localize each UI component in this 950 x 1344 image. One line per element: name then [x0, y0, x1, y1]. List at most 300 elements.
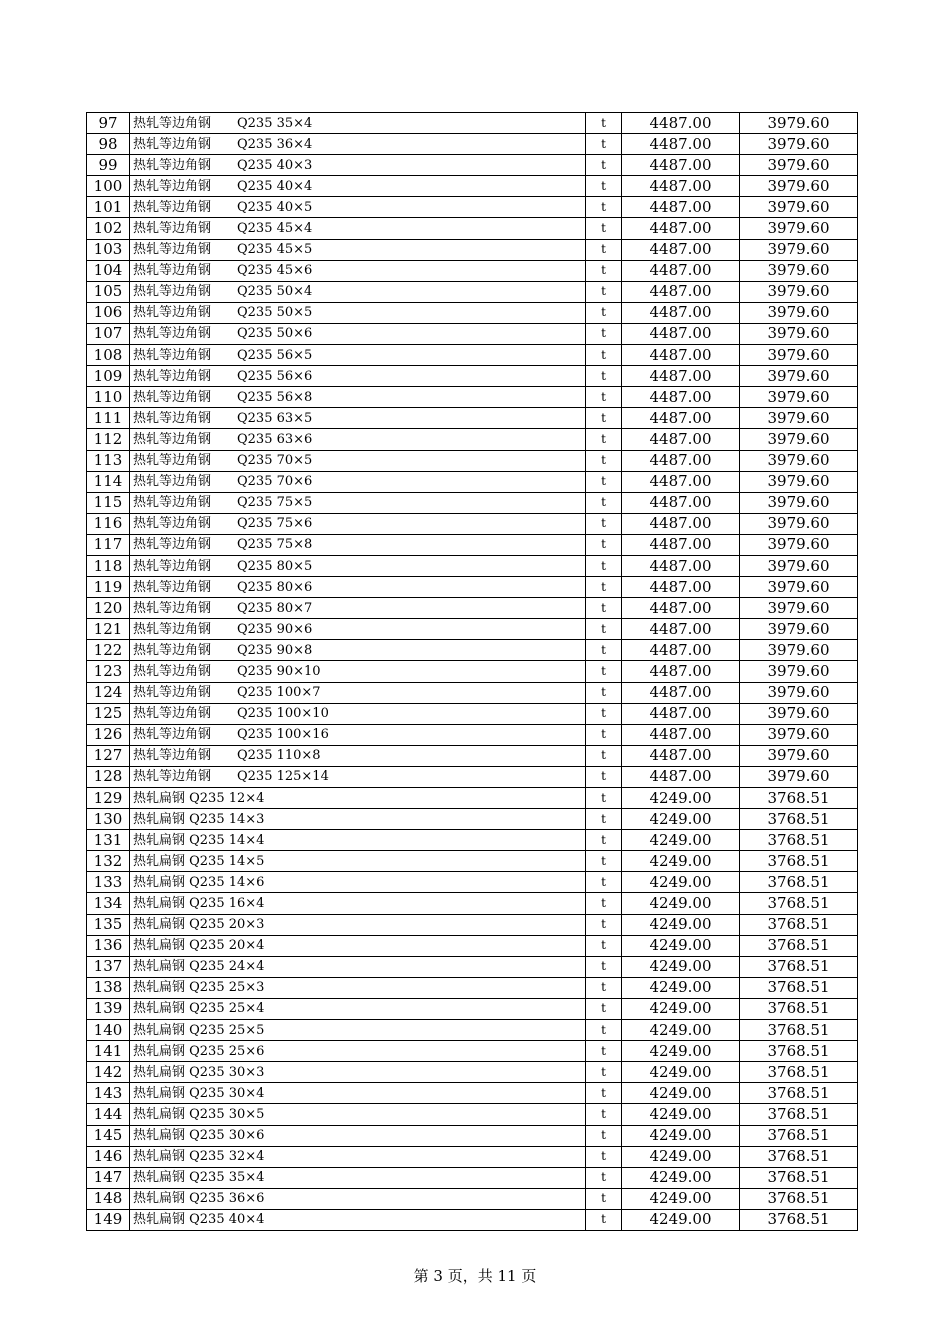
table-row	[87, 851, 858, 872]
unit-cell: t	[586, 323, 622, 344]
price-excl-tax-cell: 3979.60	[740, 450, 858, 471]
price-excl-tax-cell: 3768.51	[740, 809, 858, 830]
row-number: 108	[87, 345, 130, 366]
material-name: 热轧扁钢 Q235 25×4	[130, 998, 586, 1019]
price-cell: 4487.00	[622, 640, 740, 661]
price-cell: 4487.00	[622, 218, 740, 239]
table-row	[87, 387, 858, 408]
price-excl-tax-cell: 3768.51	[740, 977, 858, 998]
unit-cell: t	[586, 935, 622, 956]
price-cell: 4249.00	[622, 872, 740, 893]
row-number: 126	[87, 724, 130, 745]
material-name: 热轧等边角钢 Q235 56×8	[130, 387, 586, 408]
price-excl-tax-cell: 3979.60	[740, 134, 858, 155]
table-row	[87, 1209, 858, 1230]
table-row	[87, 914, 858, 935]
material-name: 热轧扁钢 Q235 36×6	[130, 1188, 586, 1209]
price-cell: 4249.00	[622, 809, 740, 830]
unit-cell: t	[586, 1209, 622, 1230]
table-row	[87, 1125, 858, 1146]
row-number: 145	[87, 1125, 130, 1146]
unit-cell: t	[586, 534, 622, 555]
material-name: 热轧等边角钢 Q235 90×10	[130, 661, 586, 682]
row-number: 147	[87, 1167, 130, 1188]
table-row	[87, 176, 858, 197]
row-number: 137	[87, 956, 130, 977]
price-excl-tax-cell: 3768.51	[740, 914, 858, 935]
price-excl-tax-cell: 3768.51	[740, 872, 858, 893]
price-excl-tax-cell: 3979.60	[740, 345, 858, 366]
unit-cell: t	[586, 302, 622, 323]
unit-cell: t	[586, 450, 622, 471]
unit-cell: t	[586, 1062, 622, 1083]
price-cell: 4487.00	[622, 555, 740, 576]
row-number: 122	[87, 640, 130, 661]
table-row	[87, 302, 858, 323]
material-name: 热轧等边角钢 Q235 45×5	[130, 239, 586, 260]
table-row	[87, 218, 858, 239]
table-row	[87, 1146, 858, 1167]
price-excl-tax-cell: 3768.51	[740, 956, 858, 977]
row-number: 113	[87, 450, 130, 471]
price-cell: 4249.00	[622, 935, 740, 956]
row-number: 119	[87, 577, 130, 598]
unit-cell: t	[586, 619, 622, 640]
price-cell: 4487.00	[622, 661, 740, 682]
unit-cell: t	[586, 471, 622, 492]
row-number: 143	[87, 1083, 130, 1104]
table-row	[87, 809, 858, 830]
price-cell: 4487.00	[622, 134, 740, 155]
table-row	[87, 619, 858, 640]
row-number: 106	[87, 302, 130, 323]
table-row	[87, 1167, 858, 1188]
price-cell: 4249.00	[622, 893, 740, 914]
material-name: 热轧等边角钢 Q235 50×4	[130, 281, 586, 302]
unit-cell: t	[586, 408, 622, 429]
price-excl-tax-cell: 3979.60	[740, 555, 858, 576]
table-row	[87, 788, 858, 809]
material-name: 热轧等边角钢 Q235 45×4	[130, 218, 586, 239]
unit-cell: t	[586, 1167, 622, 1188]
price-cell: 4249.00	[622, 1083, 740, 1104]
material-name: 热轧扁钢 Q235 32×4	[130, 1146, 586, 1167]
unit-cell: t	[586, 134, 622, 155]
table-row	[87, 281, 858, 302]
material-name: 热轧扁钢 Q235 20×3	[130, 914, 586, 935]
material-name: 热轧扁钢 Q235 20×4	[130, 935, 586, 956]
price-cell: 4487.00	[622, 302, 740, 323]
price-excl-tax-cell: 3768.51	[740, 1188, 858, 1209]
price-cell: 4249.00	[622, 1104, 740, 1125]
material-name: 热轧等边角钢 Q235 45×6	[130, 260, 586, 281]
material-name: 热轧等边角钢 Q235 56×5	[130, 345, 586, 366]
price-excl-tax-cell: 3979.60	[740, 682, 858, 703]
table-row	[87, 366, 858, 387]
table-row	[87, 113, 858, 134]
row-number: 116	[87, 513, 130, 534]
row-number: 133	[87, 872, 130, 893]
material-name: 热轧扁钢 Q235 40×4	[130, 1209, 586, 1230]
table-row	[87, 323, 858, 344]
table-row	[87, 513, 858, 534]
price-excl-tax-cell: 3768.51	[740, 1209, 858, 1230]
price-cell: 4249.00	[622, 1041, 740, 1062]
material-name: 热轧等边角钢 Q235 90×6	[130, 619, 586, 640]
price-excl-tax-cell: 3979.60	[740, 323, 858, 344]
price-excl-tax-cell: 3979.60	[740, 534, 858, 555]
unit-cell: t	[586, 1146, 622, 1167]
price-excl-tax-cell: 3979.60	[740, 387, 858, 408]
table-row	[87, 1188, 858, 1209]
material-name: 热轧等边角钢 Q235 50×5	[130, 302, 586, 323]
row-number: 115	[87, 492, 130, 513]
unit-cell: t	[586, 661, 622, 682]
unit-cell: t	[586, 1188, 622, 1209]
row-number: 124	[87, 682, 130, 703]
price-excl-tax-cell: 3979.60	[740, 513, 858, 534]
price-excl-tax-cell: 3979.60	[740, 281, 858, 302]
price-cell: 4249.00	[622, 977, 740, 998]
price-excl-tax-cell: 3768.51	[740, 1041, 858, 1062]
price-excl-tax-cell: 3768.51	[740, 998, 858, 1019]
price-cell: 4487.00	[622, 366, 740, 387]
price-cell: 4487.00	[622, 429, 740, 450]
price-excl-tax-cell: 3979.60	[740, 113, 858, 134]
material-name: 热轧等边角钢 Q235 125×14	[130, 766, 586, 787]
price-excl-tax-cell: 3979.60	[740, 724, 858, 745]
unit-cell: t	[586, 872, 622, 893]
price-cell: 4249.00	[622, 1188, 740, 1209]
unit-cell: t	[586, 788, 622, 809]
material-name: 热轧等边角钢 Q235 35×4	[130, 113, 586, 134]
row-number: 130	[87, 809, 130, 830]
unit-cell: t	[586, 703, 622, 724]
price-cell: 4487.00	[622, 703, 740, 724]
row-number: 125	[87, 703, 130, 724]
unit-cell: t	[586, 1104, 622, 1125]
table-row	[87, 872, 858, 893]
table-row	[87, 977, 858, 998]
row-number: 135	[87, 914, 130, 935]
price-excl-tax-cell: 3979.60	[740, 619, 858, 640]
material-name: 热轧等边角钢 Q235 110×8	[130, 745, 586, 766]
price-excl-tax-cell: 3979.60	[740, 197, 858, 218]
material-name: 热轧等边角钢 Q235 40×5	[130, 197, 586, 218]
unit-cell: t	[586, 429, 622, 450]
price-cell: 4487.00	[622, 724, 740, 745]
table-row	[87, 1020, 858, 1041]
row-number: 127	[87, 745, 130, 766]
price-cell: 4487.00	[622, 682, 740, 703]
unit-cell: t	[586, 745, 622, 766]
price-excl-tax-cell: 3979.60	[740, 703, 858, 724]
material-name: 热轧扁钢 Q235 25×3	[130, 977, 586, 998]
row-number: 144	[87, 1104, 130, 1125]
table-row	[87, 661, 858, 682]
row-number: 134	[87, 893, 130, 914]
row-number: 140	[87, 1020, 130, 1041]
price-excl-tax-cell: 3768.51	[740, 851, 858, 872]
price-excl-tax-cell: 3768.51	[740, 1083, 858, 1104]
unit-cell: t	[586, 766, 622, 787]
price-excl-tax-cell: 3979.60	[740, 640, 858, 661]
price-excl-tax-cell: 3979.60	[740, 302, 858, 323]
price-cell: 4487.00	[622, 323, 740, 344]
unit-cell: t	[586, 914, 622, 935]
price-cell: 4249.00	[622, 851, 740, 872]
table-row	[87, 155, 858, 176]
material-name: 热轧扁钢 Q235 24×4	[130, 956, 586, 977]
price-excl-tax-cell: 3979.60	[740, 577, 858, 598]
price-cell: 4487.00	[622, 176, 740, 197]
unit-cell: t	[586, 682, 622, 703]
price-cell: 4487.00	[622, 577, 740, 598]
row-number: 98	[87, 134, 130, 155]
row-number: 149	[87, 1209, 130, 1230]
table-row	[87, 830, 858, 851]
table-row	[87, 1083, 858, 1104]
row-number: 141	[87, 1041, 130, 1062]
row-number: 114	[87, 471, 130, 492]
material-name: 热轧等边角钢 Q235 80×7	[130, 598, 586, 619]
row-number: 138	[87, 977, 130, 998]
price-cell: 4487.00	[622, 408, 740, 429]
table-row	[87, 577, 858, 598]
material-name: 热轧等边角钢 Q235 100×7	[130, 682, 586, 703]
material-name: 热轧等边角钢 Q235 63×5	[130, 408, 586, 429]
table-row	[87, 408, 858, 429]
price-excl-tax-cell: 3768.51	[740, 1020, 858, 1041]
row-number: 103	[87, 239, 130, 260]
material-name: 热轧等边角钢 Q235 36×4	[130, 134, 586, 155]
table-row	[87, 492, 858, 513]
price-excl-tax-cell: 3979.60	[740, 745, 858, 766]
material-name: 热轧扁钢 Q235 35×4	[130, 1167, 586, 1188]
table-row	[87, 471, 858, 492]
row-number: 121	[87, 619, 130, 640]
price-excl-tax-cell: 3768.51	[740, 1167, 858, 1188]
price-cell: 4249.00	[622, 1062, 740, 1083]
row-number: 112	[87, 429, 130, 450]
material-name: 热轧扁钢 Q235 14×5	[130, 851, 586, 872]
price-excl-tax-cell: 3979.60	[740, 260, 858, 281]
table-row	[87, 893, 858, 914]
price-cell: 4249.00	[622, 1020, 740, 1041]
material-name: 热轧等边角钢 Q235 70×6	[130, 471, 586, 492]
price-cell: 4487.00	[622, 598, 740, 619]
price-cell: 4487.00	[622, 113, 740, 134]
table-row	[87, 239, 858, 260]
price-excl-tax-cell: 3768.51	[740, 1062, 858, 1083]
price-cell: 4487.00	[622, 260, 740, 281]
row-number: 136	[87, 935, 130, 956]
row-number: 132	[87, 851, 130, 872]
row-number: 123	[87, 661, 130, 682]
price-excl-tax-cell: 3979.60	[740, 429, 858, 450]
price-cell: 4249.00	[622, 1167, 740, 1188]
price-cell: 4487.00	[622, 345, 740, 366]
price-excl-tax-cell: 3768.51	[740, 788, 858, 809]
price-excl-tax-cell: 3768.51	[740, 893, 858, 914]
price-excl-tax-cell: 3979.60	[740, 218, 858, 239]
unit-cell: t	[586, 1083, 622, 1104]
table-row	[87, 534, 858, 555]
row-number: 99	[87, 155, 130, 176]
table-row	[87, 724, 858, 745]
table-row	[87, 1104, 858, 1125]
material-name: 热轧扁钢 Q235 14×3	[130, 809, 586, 830]
unit-cell: t	[586, 1125, 622, 1146]
unit-cell: t	[586, 893, 622, 914]
table-row	[87, 1062, 858, 1083]
page-footer: 第 3 页，共 11 页	[413, 1267, 537, 1285]
price-excl-tax-cell: 3979.60	[740, 366, 858, 387]
price-excl-tax-cell: 3768.51	[740, 935, 858, 956]
material-name: 热轧等边角钢 Q235 80×6	[130, 577, 586, 598]
table-row	[87, 260, 858, 281]
unit-cell: t	[586, 281, 622, 302]
price-excl-tax-cell: 3768.51	[740, 1146, 858, 1167]
price-cell: 4249.00	[622, 914, 740, 935]
price-cell: 4487.00	[622, 281, 740, 302]
material-name: 热轧扁钢 Q235 30×6	[130, 1125, 586, 1146]
unit-cell: t	[586, 113, 622, 134]
price-table	[86, 112, 858, 1231]
row-number: 101	[87, 197, 130, 218]
price-cell: 4487.00	[622, 239, 740, 260]
price-cell: 4487.00	[622, 155, 740, 176]
price-cell: 4487.00	[622, 619, 740, 640]
price-excl-tax-cell: 3768.51	[740, 1125, 858, 1146]
price-cell: 4487.00	[622, 513, 740, 534]
material-name: 热轧等边角钢 Q235 56×6	[130, 366, 586, 387]
material-name: 热轧等边角钢 Q235 70×5	[130, 450, 586, 471]
table-row	[87, 450, 858, 471]
table-row	[87, 345, 858, 366]
unit-cell: t	[586, 640, 622, 661]
price-excl-tax-cell: 3768.51	[740, 830, 858, 851]
table-row	[87, 429, 858, 450]
material-name: 热轧等边角钢 Q235 40×3	[130, 155, 586, 176]
table-row	[87, 703, 858, 724]
unit-cell: t	[586, 998, 622, 1019]
price-excl-tax-cell: 3979.60	[740, 155, 858, 176]
material-name: 热轧扁钢 Q235 30×4	[130, 1083, 586, 1104]
price-excl-tax-cell: 3979.60	[740, 239, 858, 260]
unit-cell: t	[586, 1020, 622, 1041]
unit-cell: t	[586, 555, 622, 576]
unit-cell: t	[586, 809, 622, 830]
unit-cell: t	[586, 218, 622, 239]
material-name: 热轧等边角钢 Q235 90×8	[130, 640, 586, 661]
unit-cell: t	[586, 492, 622, 513]
price-excl-tax-cell: 3979.60	[740, 176, 858, 197]
row-number: 128	[87, 766, 130, 787]
price-excl-tax-cell: 3979.60	[740, 766, 858, 787]
unit-cell: t	[586, 577, 622, 598]
material-name: 热轧等边角钢 Q235 75×8	[130, 534, 586, 555]
price-excl-tax-cell: 3979.60	[740, 471, 858, 492]
price-cell: 4487.00	[622, 450, 740, 471]
row-number: 148	[87, 1188, 130, 1209]
material-name: 热轧等边角钢 Q235 50×6	[130, 323, 586, 344]
price-cell: 4487.00	[622, 766, 740, 787]
price-cell: 4487.00	[622, 745, 740, 766]
material-name: 热轧扁钢 Q235 30×5	[130, 1104, 586, 1125]
unit-cell: t	[586, 830, 622, 851]
unit-cell: t	[586, 1041, 622, 1062]
material-name: 热轧等边角钢 Q235 100×10	[130, 703, 586, 724]
table-row	[87, 197, 858, 218]
row-number: 104	[87, 260, 130, 281]
material-name: 热轧等边角钢 Q235 75×6	[130, 513, 586, 534]
table-row	[87, 682, 858, 703]
table-row	[87, 766, 858, 787]
unit-cell: t	[586, 155, 622, 176]
row-number: 102	[87, 218, 130, 239]
table-row	[87, 745, 858, 766]
row-number: 118	[87, 555, 130, 576]
price-cell: 4249.00	[622, 788, 740, 809]
table-row	[87, 555, 858, 576]
price-excl-tax-cell: 3979.60	[740, 598, 858, 619]
unit-cell: t	[586, 260, 622, 281]
table-row	[87, 935, 858, 956]
unit-cell: t	[586, 239, 622, 260]
material-name: 热轧扁钢 Q235 16×4	[130, 893, 586, 914]
material-name: 热轧等边角钢 Q235 75×5	[130, 492, 586, 513]
unit-cell: t	[586, 956, 622, 977]
material-name: 热轧扁钢 Q235 12×4	[130, 788, 586, 809]
row-number: 139	[87, 998, 130, 1019]
price-excl-tax-cell: 3979.60	[740, 492, 858, 513]
material-name: 热轧扁钢 Q235 25×6	[130, 1041, 586, 1062]
row-number: 142	[87, 1062, 130, 1083]
row-number: 120	[87, 598, 130, 619]
material-name: 热轧扁钢 Q235 25×5	[130, 1020, 586, 1041]
unit-cell: t	[586, 724, 622, 745]
table-row	[87, 1041, 858, 1062]
price-excl-tax-cell: 3979.60	[740, 408, 858, 429]
unit-cell: t	[586, 851, 622, 872]
price-cell: 4249.00	[622, 830, 740, 851]
price-cell: 4249.00	[622, 1209, 740, 1230]
price-cell: 4487.00	[622, 492, 740, 513]
price-cell: 4487.00	[622, 197, 740, 218]
row-number: 110	[87, 387, 130, 408]
price-excl-tax-cell: 3768.51	[740, 1104, 858, 1125]
row-number: 107	[87, 323, 130, 344]
row-number: 131	[87, 830, 130, 851]
table-row	[87, 956, 858, 977]
row-number: 146	[87, 1146, 130, 1167]
table-row	[87, 640, 858, 661]
price-excl-tax-cell: 3979.60	[740, 661, 858, 682]
material-name: 热轧等边角钢 Q235 40×4	[130, 176, 586, 197]
table-row	[87, 134, 858, 155]
unit-cell: t	[586, 176, 622, 197]
row-number: 111	[87, 408, 130, 429]
unit-cell: t	[586, 387, 622, 408]
price-cell: 4249.00	[622, 1125, 740, 1146]
table-row	[87, 998, 858, 1019]
unit-cell: t	[586, 513, 622, 534]
material-name: 热轧等边角钢 Q235 100×16	[130, 724, 586, 745]
row-number: 109	[87, 366, 130, 387]
row-number: 117	[87, 534, 130, 555]
price-cell: 4249.00	[622, 956, 740, 977]
